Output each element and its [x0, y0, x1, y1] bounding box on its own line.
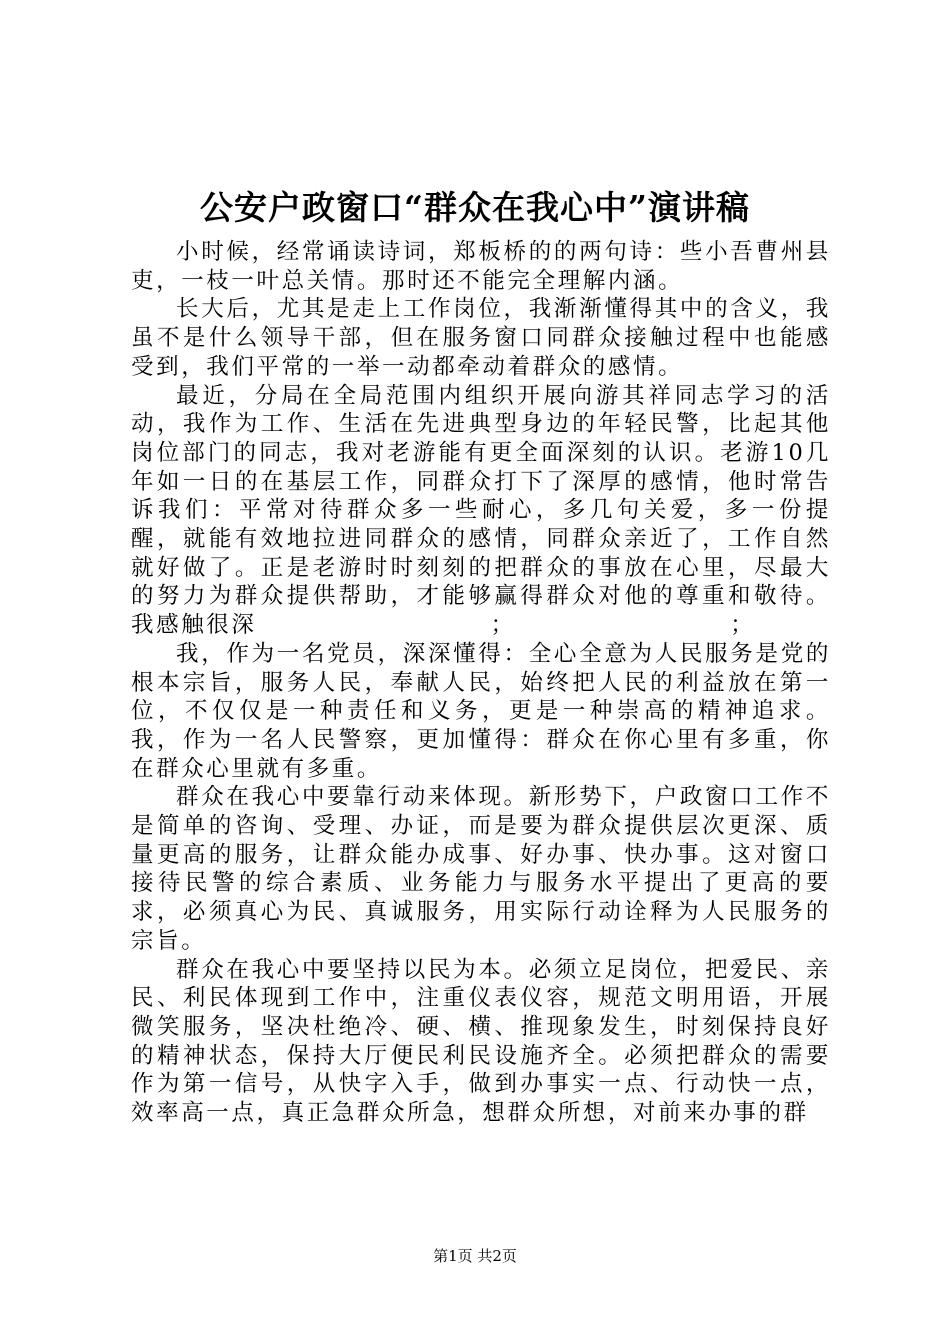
- paragraph-text: 最近，分局在全局范围内组织开展向游其祥同志学习的活动，我作为工作、生活在先进典型身边的年轻民警，比起其他岗位部门的同志，我对老游能有更全面深刻的认识。老游10几年如一日的在基层工作，同群众打下了深厚的感情，他时常告诉我们：平常对待群众多一些耐心，多几句关爱，多一份提醒，就能有效地拉进同群众的感情，同群众亲近了，工作自然就好做了。正是老游时时刻刻的把群众的事放在心里，尽最大的努力为群众提供帮助，才能够赢得群众对他的尊重和敬待。我感触很深: [131, 382, 831, 639]
- document-body: [131, 238, 831, 1128]
- paragraph: 长大后，尤其是走上工作岗位，我渐渐懂得其中的含义，我虽不是什么领导干部，但在服务窗口同群众接触过程中也能感受到，我们平常的一举一动都牵动着群众的感情。: [131, 296, 831, 380]
- paragraph: 群众在我心中要坚持以民为本。必须立足岗位，把爱民、亲民、利民体现到工作中，注重仪表仪容，规范文明用语，开展微笑服务，坚决杜绝冷、硬、横、推现象发生，时刻保持良好的精神状态，保持大厅便民利民设施齐全。必须把群众的需要作为第一信号，从快字入手，做到办事实一点、行动快一点，效率高一点，真正急群众所急，想群众所想，对前来办事的群: [131, 956, 831, 1127]
- page-number-footer: 第1页 共2页: [433, 1247, 517, 1265]
- paragraph: 我，作为一名党员，深深懂得：全心全意为人民服务是党的根本宗旨，服务人民，奉献人民，始终把人民的利益放在第一位，不仅仅是一种责任和义务，更是一种崇高的精神追求。我，作为一名人民警察，更加懂得：群众在你心里有多重，你在群众心里就有多重。: [131, 640, 831, 782]
- paragraph: 小时候，经常诵读诗词，郑板桥的的两句诗：些小吾曹州县吏，一枝一叶总关情。那时还不能完全理解内涵。: [131, 239, 831, 294]
- paragraph: [131, 382, 831, 640]
- document-title: 公安户政窗口“群众在我心中”演讲稿: [200, 188, 750, 227]
- fill-in-blank-line: ； ；: [256, 612, 756, 639]
- paragraph: 群众在我心中要靠行动来体现。新形势下，户政窗口工作不是简单的咨询、受理、办证，而是要为群众提供层次更深、质量更高的服务，让群众能办成事、好办事、快办事。这对窗口接待民警的综合素质、业务能力与服务水平提出了更高的要求，必须真心为民、真诚服务，用实际行动诠释为人民服务的宗旨。: [131, 784, 831, 954]
